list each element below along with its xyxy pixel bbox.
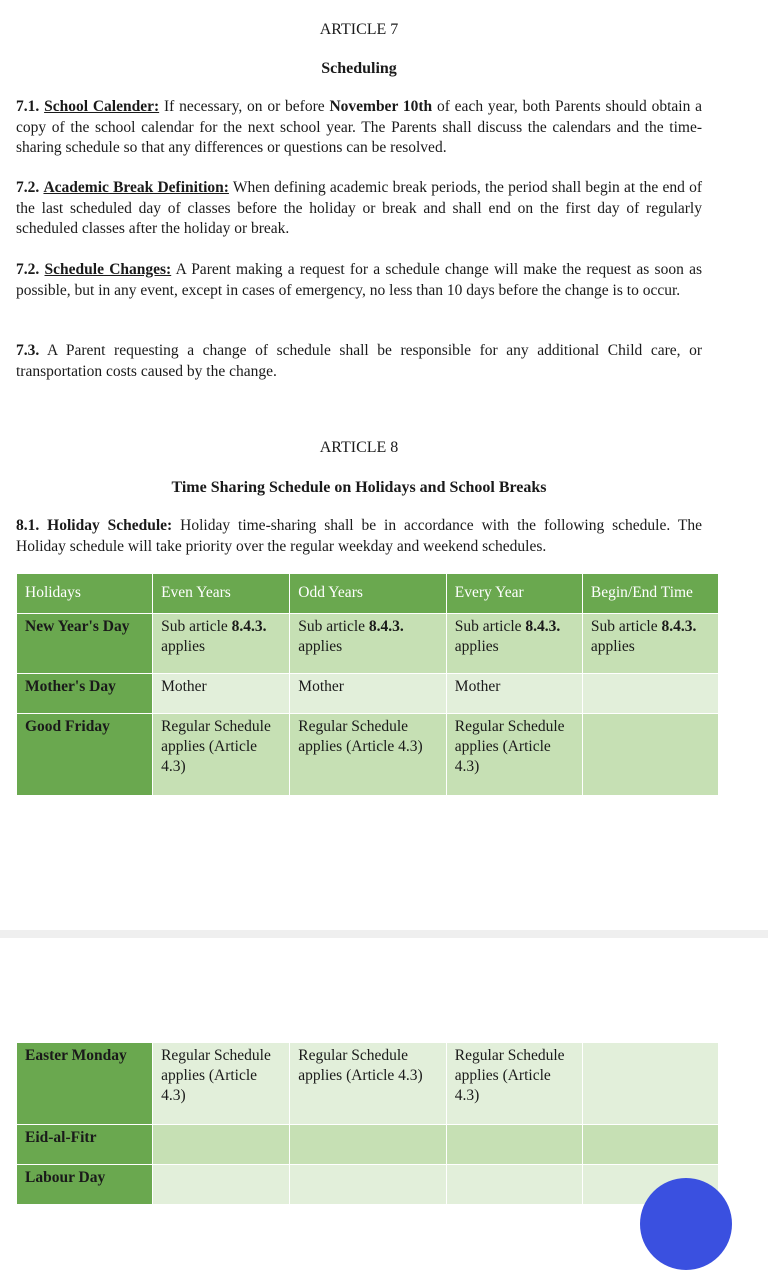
table-row xyxy=(17,1125,719,1165)
page-separator xyxy=(0,930,768,938)
table-row xyxy=(17,1165,719,1205)
odd-years-cell xyxy=(290,614,447,674)
section-date: November 10th xyxy=(329,98,433,115)
every-year-cell xyxy=(446,614,582,674)
every-year-cell xyxy=(446,1165,582,1205)
holiday-name: Mother's Day xyxy=(17,674,153,714)
even-years-cell xyxy=(153,614,290,674)
cell-text: Sub article xyxy=(161,618,232,635)
table-row xyxy=(17,1043,719,1125)
column-header-even-years: Even Years xyxy=(153,574,290,614)
cell-text: applies xyxy=(454,638,499,655)
column-header-begin-end-time: Begin/End Time xyxy=(582,574,718,614)
cell-text: Sub article xyxy=(298,618,369,635)
column-header-holidays: Holidays xyxy=(17,574,153,614)
section-title: Academic Break Definition: xyxy=(43,179,229,196)
holiday-name: Good Friday xyxy=(17,714,153,796)
section-title: School Calender: xyxy=(44,98,160,115)
section-text: Holiday time-sharing shall be in accordance with the following schedule. The Holiday schedule will take priority over the regular weekday and weekend schedules. xyxy=(16,517,702,555)
column-header-odd-years: Odd Years xyxy=(290,574,447,614)
cell-reference: 8.4.3. xyxy=(525,618,561,635)
cell-text: applies xyxy=(590,638,635,655)
every-year-cell: Regular Schedule applies (Article 4.3) xyxy=(446,1043,582,1125)
even-years-cell xyxy=(153,1125,290,1165)
cell-reference: 8.4.3. xyxy=(661,618,697,635)
odd-years-cell xyxy=(290,1125,447,1165)
section-7-1 xyxy=(16,97,702,159)
article-7-title: ARTICLE 7 xyxy=(319,21,399,38)
section-text: A Parent making a request for a schedule change will make the request as soon as possible, but in any event, except in cases of emergency, no less than 10 days before the change is to occur. xyxy=(16,261,703,299)
holiday-name: Easter Monday xyxy=(17,1043,153,1125)
section-7-2-schedule-changes xyxy=(16,260,702,301)
odd-years-cell xyxy=(290,1165,447,1205)
odd-years-cell: Regular Schedule applies (Article 4.3) xyxy=(290,714,447,796)
odd-years-cell: Mother xyxy=(290,674,447,714)
cell-reference: 8.4.3. xyxy=(368,618,404,635)
table-row xyxy=(17,614,719,674)
begin-end-time-cell xyxy=(582,674,718,714)
document-page-2 xyxy=(0,938,768,1200)
table-header-row xyxy=(17,574,719,614)
section-text: of each year, both Parents should obtain a copy of the school calendar for the next school year. The Parents shall discuss the calendars and the time-sharing schedule so that any differences or questions can be resolved. xyxy=(16,98,703,156)
cell-text: Sub article xyxy=(590,618,662,635)
article-8-title: ARTICLE 8 xyxy=(319,439,399,456)
section-7-2-academic-break xyxy=(16,178,702,240)
section-number: 7.2. xyxy=(16,261,40,278)
odd-years-cell: Regular Schedule applies (Article 4.3) xyxy=(290,1043,447,1125)
every-year-cell: Mother xyxy=(446,674,582,714)
holiday-schedule-table-continued xyxy=(16,1042,719,1205)
section-7-3 xyxy=(16,341,702,382)
even-years-cell xyxy=(153,1165,290,1205)
section-title: Schedule Changes: xyxy=(44,261,172,278)
section-8-1 xyxy=(16,516,702,557)
holiday-name: New Year's Day xyxy=(17,614,153,674)
begin-end-time-cell xyxy=(582,1043,718,1125)
section-text: If necessary, on or before xyxy=(159,98,330,115)
even-years-cell: Mother xyxy=(153,674,290,714)
section-number: 7.3. xyxy=(16,342,40,359)
cell-text: applies xyxy=(161,638,205,655)
begin-end-time-cell xyxy=(582,1125,718,1165)
begin-end-time-cell xyxy=(582,614,718,674)
cell-reference: 8.4.3. xyxy=(231,618,267,635)
even-years-cell: Regular Schedule applies (Article 4.3) xyxy=(153,714,290,796)
begin-end-time-cell xyxy=(582,714,718,796)
cell-text: Sub article xyxy=(454,618,526,635)
section-number: 7.1. xyxy=(16,98,40,115)
cell-text: applies xyxy=(298,638,343,655)
section-text: When defining academic break periods, the period shall begin at the end of the last scheduled day of classes before the holiday or break and shall end on the first day of regularly scheduled classes after the holiday or break. xyxy=(16,179,703,237)
holiday-schedule-table xyxy=(16,573,719,796)
column-header-every-year: Every Year xyxy=(446,574,582,614)
holiday-name: Eid-al-Fitr xyxy=(17,1125,153,1165)
every-year-cell xyxy=(446,1125,582,1165)
holiday-name: Labour Day xyxy=(17,1165,153,1205)
article-7-subtitle: Scheduling xyxy=(321,60,397,77)
section-title: Holiday Schedule: xyxy=(47,517,173,534)
table-row xyxy=(17,714,719,796)
section-text: A Parent requesting a change of schedule shall be responsible for any additional Child care, or transportation costs caused by the change. xyxy=(16,342,702,380)
section-number: 8.1. xyxy=(16,517,40,534)
floating-action-button[interactable] xyxy=(640,1178,732,1270)
even-years-cell: Regular Schedule applies (Article 4.3) xyxy=(153,1043,290,1125)
article-8-subtitle: Time Sharing Schedule on Holidays and School Breaks xyxy=(171,479,547,496)
section-number: 7.2. xyxy=(16,179,40,196)
every-year-cell: Regular Schedule applies (Article 4.3) xyxy=(446,714,582,796)
table-row xyxy=(17,674,719,714)
